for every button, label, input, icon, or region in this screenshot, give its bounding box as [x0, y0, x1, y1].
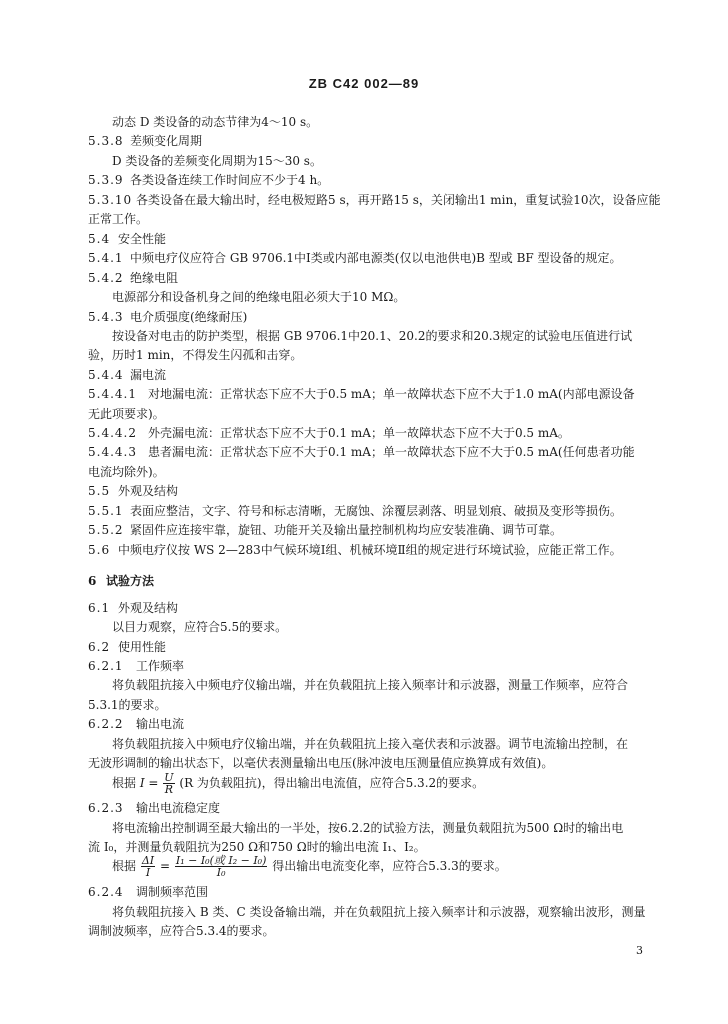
clause-title: 使用性能 [118, 640, 167, 654]
clause-number: 5.4.4.2 [88, 426, 137, 440]
clause-number: 6.2 [88, 640, 111, 654]
text-line: 验，历时1 min，不得发生闪孤和击穿。 [88, 348, 303, 362]
clause-number: 5.4.3 [88, 310, 124, 324]
text-line: 以目力观察，应符合5.5的要求。 [112, 620, 288, 634]
text-line: 动态 D 类设备的动态节律为4～10 s。 [112, 115, 319, 129]
text-line: 无波形调制的输出状态下，以毫伏表测量输出电压(脉冲波电压测量值应换算成有效值)。 [88, 756, 554, 770]
clause-title: 电介质强度(绝缘耐压) [130, 310, 248, 324]
clause-number: 5.4.4.1 [88, 387, 137, 401]
clause-title: 外观及结构 [118, 601, 179, 615]
clause-number: 5.5.1 [88, 504, 124, 518]
clause-title: 输出电流稳定度 [136, 801, 221, 815]
clause-number: 6.2.1 [88, 659, 124, 673]
clause-title: 绝缘电阻 [130, 271, 179, 285]
text-line: 各类设备连续工作时间应不少于4 h。 [130, 173, 330, 187]
text-line: 中频电疗仪按 WS 2—283中气候环境Ⅰ组、机械环境Ⅱ组的规定进行环境试验，应能正常工作。 [118, 543, 622, 557]
text-line: 电流均除外)。 [88, 465, 165, 479]
clause-number: 5.4.4 [88, 368, 124, 382]
formula-lead-text: 根据 [112, 859, 137, 873]
clause-number: 5.3.9 [88, 173, 124, 187]
clause-title: 输出电流 [136, 717, 185, 731]
clause-title: 安全性能 [118, 232, 167, 246]
formula-tail-text: 得出输出电流变化率，应符合5.3.3的要求。 [272, 859, 507, 873]
section-number: 6 [88, 574, 98, 588]
page-number: 3 [636, 944, 643, 957]
clause-number: 6.2.2 [88, 717, 124, 731]
text-line: 将负载阻抗接入中频电疗仪输出端，并在负载阻抗上接入毫伏表和示波器。调节电流输出控制，在 [112, 737, 629, 751]
text-line: 患者漏电流：正常状态下应不大于0.1 mA；单一故障状态下应不大于0.5 mA(任何患者功能 [148, 445, 635, 459]
equals-sign: = [159, 859, 171, 873]
text-line: 对地漏电流：正常状态下应不大于0.5 mA；单一故障状态下应不大于1.0 mA(内部电源设备 [148, 387, 635, 401]
fraction-numerator: ΔI [141, 854, 155, 867]
fraction-u-over-r [163, 772, 174, 795]
fraction-denominator: R [164, 783, 174, 796]
fraction-current-change [175, 855, 268, 878]
clause-number: 5.3.8 [88, 134, 124, 148]
text-line: 5.3.1的要求。 [88, 698, 167, 712]
text-line: 调制波频率，应符合5.3.4的要求。 [88, 924, 275, 938]
clause-number: 5.4 [88, 232, 111, 246]
formula-tail-text: (R 为负载阻抗)，得出输出电流值，应符合5.3.2的要求。 [179, 776, 485, 790]
text-line: 中频电疗仪应符合 GB 9706.1中Ⅰ类或内部电源类(仅以电池供电)B 型或 BF 型设备的规定。 [130, 251, 622, 265]
clause-number: 5.4.2 [88, 271, 124, 285]
text-line: D 类设备的差频变化周期为15～30 s。 [112, 154, 322, 168]
clause-title: 调制频率范围 [136, 885, 209, 899]
clause-number: 5.4.1 [88, 251, 124, 265]
text-line: 表面应整洁，文字、符号和标志清晰，无腐蚀、涂覆层剥落、明显划痕、破损及变形等损伤。 [130, 504, 623, 518]
formula-line [112, 854, 507, 878]
clause-number: 5.6 [88, 543, 111, 557]
text-line: 外壳漏电流：正常状态下应不大于0.1 mA；单一故障状态下应不大于0.5 mA。 [148, 426, 570, 440]
formula-lhs: I = [139, 776, 159, 790]
clause-number: 6.2.3 [88, 801, 124, 815]
text-line: 将负载阻抗接入中频电疗仪输出端，并在负载阻抗上接入频率计和示波器，测量工作频率，应符合 [112, 678, 629, 692]
text-line: 将电流输出控制调至最大输出的一半处，按6.2.2的试验方法，测量负载阻抗为500 Ω时的输出电 [112, 821, 624, 835]
clause-number: 5.5.2 [88, 523, 124, 537]
clause-title: 工作频率 [136, 659, 185, 673]
clause-number: 5.4.4.3 [88, 445, 137, 459]
clause-title: 外观及结构 [118, 484, 179, 498]
clause-title: 差频变化周期 [130, 134, 203, 148]
clause-number: 5.5 [88, 484, 111, 498]
clause-number: 6.1 [88, 601, 111, 615]
section-title: 试验方法 [106, 574, 155, 588]
fraction-numerator: U [164, 771, 174, 784]
text-line: 正常工作。 [88, 212, 149, 226]
text-line: 按设备对电击的防护类型，根据 GB 9706.1中20.1、20.2的要求和20.3规定的试验电压值进行试 [112, 329, 633, 343]
standard-code-header: ZB C42 002—89 [308, 76, 420, 91]
fraction-delta-i-over-i [141, 855, 155, 878]
text-line: 流 I₀，并测量负载阻抗为250 Ω和750 Ω时的输出电流 I₁、I₂。 [88, 840, 426, 854]
formula-lead-text: 根据 [112, 776, 137, 790]
text-line: 各类设备在最大输出时，经电极短路5 s，再开路15 s，关闭输出1 min，重复试验10次，设备应能 [136, 193, 661, 207]
formula-line [112, 772, 484, 795]
clause-number: 6.2.4 [88, 885, 124, 899]
clause-title: 漏电流 [130, 368, 167, 382]
text-line: 紧固件应连接牢靠，旋钮、功能开关及输出量控制机构均应安装准确、调节可靠。 [130, 523, 563, 537]
fraction-numerator: I₁ − I₀(或 I₂ − I₀) [175, 854, 267, 867]
fraction-denominator: I [145, 866, 151, 879]
clause-number: 5.3.10 [88, 193, 133, 207]
fraction-denominator: I₀ [216, 866, 226, 879]
text-line: 电源部分和设备机身之间的绝缘电阻必须大于10 MΩ。 [112, 290, 406, 304]
text-line: 无此项要求)。 [88, 407, 165, 421]
text-line: 将负载阻抗接入 B 类、C 类设备输出端，并在负载阻抗上接入频率计和示波器，观察输出波形，测量 [112, 905, 646, 919]
